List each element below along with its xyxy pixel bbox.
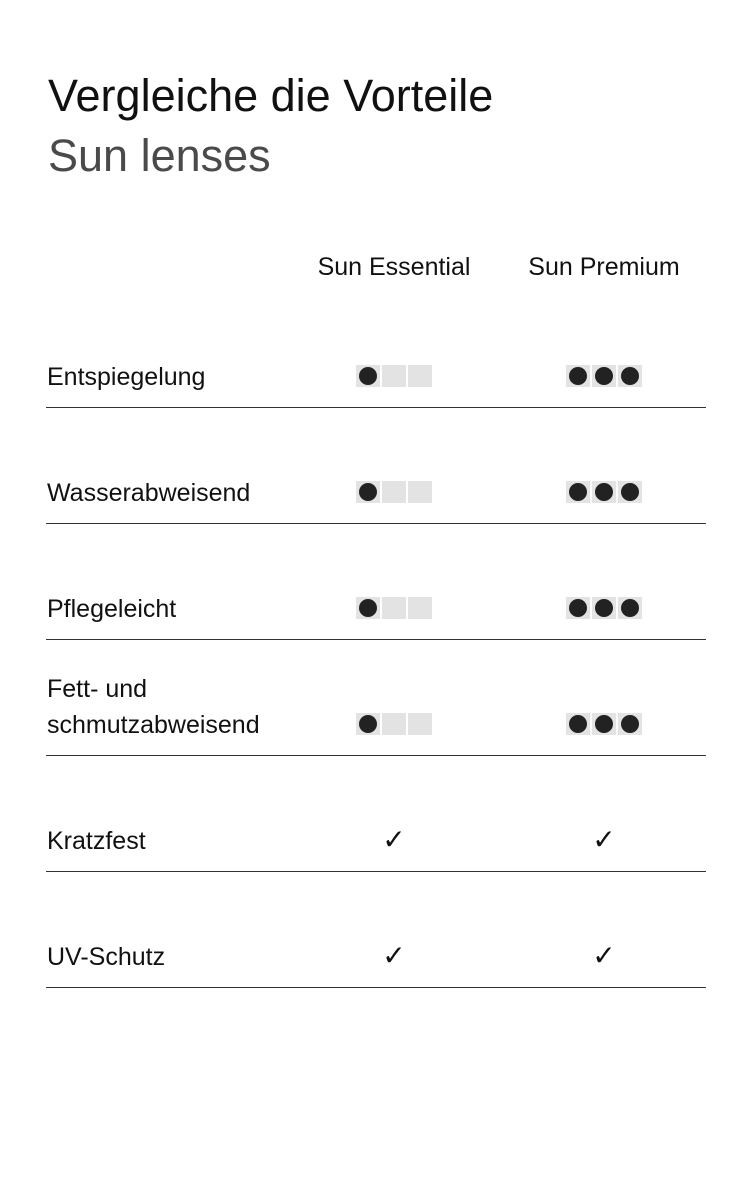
cell-sun-essential — [289, 363, 499, 389]
checkmark-icon: ✓ — [382, 939, 406, 972]
table-row — [46, 292, 706, 408]
rating-dot-filled — [618, 365, 642, 387]
page-subtitle: Sun lenses — [48, 130, 271, 181]
row-label: Pflegeleicht — [47, 595, 177, 623]
rating-dot-empty — [408, 713, 432, 735]
cell-sun-premium — [499, 479, 709, 505]
rating-dot-filled — [592, 365, 616, 387]
checkmark-icon: ✓ — [592, 939, 616, 972]
cell-sun-essential — [289, 823, 499, 856]
row-label: Wasserabweisend — [47, 479, 251, 507]
column-header-sun-essential: Sun Essential — [317, 253, 471, 281]
cell-sun-premium — [499, 363, 709, 389]
row-label: Entspiegelung — [47, 363, 206, 391]
rating-dot-filled — [356, 713, 380, 735]
cell-sun-essential — [289, 711, 499, 737]
rating-dot-empty — [408, 481, 432, 503]
rating-dot-empty — [382, 481, 406, 503]
rating-indicator — [566, 365, 642, 387]
table-row — [46, 872, 706, 988]
rating-dot-filled — [566, 481, 590, 503]
rating-dot-filled — [566, 597, 590, 619]
table-row — [46, 524, 706, 640]
rating-dot-filled — [356, 365, 380, 387]
row-label: UV-Schutz — [47, 943, 166, 971]
cell-sun-essential — [289, 939, 499, 972]
page-title: Vergleiche die Vorteile — [48, 70, 494, 121]
rating-dot-empty — [408, 597, 432, 619]
table-row — [46, 640, 706, 756]
checkmark-icon: ✓ — [592, 823, 616, 856]
rating-indicator — [356, 365, 432, 387]
row-label: Fett- und schmutzabweisend — [47, 675, 260, 739]
rating-indicator — [356, 481, 432, 503]
rating-dot-filled — [356, 481, 380, 503]
cell-sun-premium — [499, 823, 709, 856]
rating-indicator — [566, 481, 642, 503]
cell-sun-essential — [289, 595, 499, 621]
cell-sun-premium — [499, 595, 709, 621]
column-header-sun-premium: Sun Premium — [528, 253, 680, 281]
cell-sun-premium — [499, 939, 709, 972]
rating-indicator — [356, 597, 432, 619]
checkmark-icon: ✓ — [382, 823, 406, 856]
rating-dot-filled — [356, 597, 380, 619]
rating-indicator — [566, 713, 642, 735]
rating-dot-filled — [566, 365, 590, 387]
rating-indicator — [566, 597, 642, 619]
rating-dot-filled — [618, 597, 642, 619]
rating-dot-filled — [592, 481, 616, 503]
rating-dot-empty — [382, 597, 406, 619]
rating-dot-filled — [592, 713, 616, 735]
rating-dot-empty — [408, 365, 432, 387]
table-row — [46, 756, 706, 872]
rating-dot-filled — [618, 713, 642, 735]
rating-dot-filled — [592, 597, 616, 619]
rating-dot-empty — [382, 713, 406, 735]
row-label: Kratzfest — [47, 827, 146, 855]
rating-indicator — [356, 713, 432, 735]
rating-dot-filled — [566, 713, 590, 735]
cell-sun-essential — [289, 479, 499, 505]
table-row — [46, 408, 706, 524]
rating-dot-empty — [382, 365, 406, 387]
cell-sun-premium — [499, 711, 709, 737]
rating-dot-filled — [618, 481, 642, 503]
